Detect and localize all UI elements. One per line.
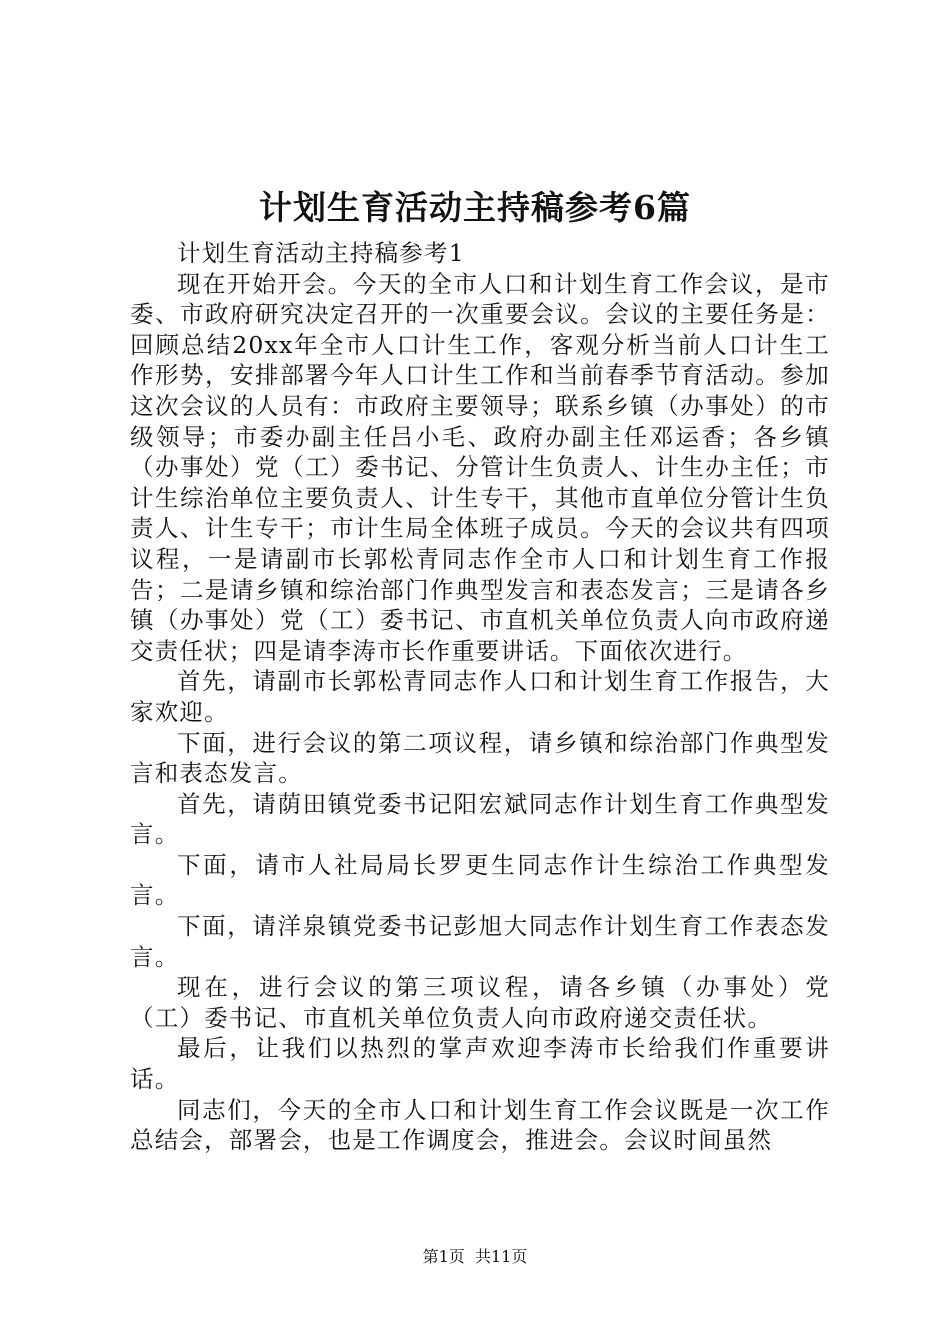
page-total: 共11页 <box>474 1247 528 1266</box>
paragraph: 同志们，今天的全市人口和计划生育工作会议既是一次工作总结会，部署会，也是工作调度会，推进会。会议时间虽然 <box>130 1095 830 1155</box>
paragraph: 最后，让我们以热烈的掌声欢迎李涛市长给我们作重要讲话。 <box>130 1034 830 1094</box>
paragraph: 现在开始开会。今天的全市人口和计划生育工作会议，是市委、市政府研究决定召开的一次重要会议。会议的主要任务是：回顾总结20xx年全市人口计生工作，客观分析当前人口计生工作形势，安排部署今年人口计生工作和当前春季节育活动。参加这次会议的人员有：市政府主要领导；联系乡镇（办事处）的市级领导；市委办副主任吕小毛、政府办副主任邓运香；各乡镇（办事处）党（工）委书记、分管计生负责人、计生办主任；市计生综治单位主要负责人、计生专干，其他市直单位分管计生负责人、计生专干；市计生局全体班子成员。今天的会议共有四项议程，一是请副市长郭松青同志作全市人口和计划生育工作报告；二是请乡镇和综治部门作典型发言和表态发言；三是请各乡镇（办事处）党（工）委书记、市直机关单位负责人向市政府递交责任状；四是请李涛市长作重要讲话。下面依次进行。 <box>130 269 830 665</box>
page-footer <box>0 1246 950 1268</box>
paragraph: 现在，进行会议的第三项议程，请各乡镇（办事处）党（工）委书记、市直机关单位负责人向市政府递交责任状。 <box>130 973 830 1032</box>
paragraph: 下面，请市人社局局长罗更生同志作计生综治工作典型发言。 <box>130 850 830 910</box>
paragraph: 首先，请荫田镇党委书记阳宏斌同志作计划生育工作典型发言。 <box>130 789 830 849</box>
page-number: 第1页 <box>422 1247 465 1266</box>
section-heading: 计划生育活动主持稿参考1 <box>177 239 465 267</box>
paragraph: 下面，请洋泉镇党委书记彭旭大同志作计划生育工作表态发言。 <box>130 912 830 971</box>
document-title: 计划生育活动主持稿参考6篇 <box>259 188 691 227</box>
paragraph: 下面，进行会议的第二项议程，请乡镇和综治部门作典型发言和表态发言。 <box>130 728 830 788</box>
paragraph: 首先，请副市长郭松青同志作人口和计划生育工作报告，大家欢迎。 <box>130 667 830 726</box>
document-body <box>130 238 830 1156</box>
